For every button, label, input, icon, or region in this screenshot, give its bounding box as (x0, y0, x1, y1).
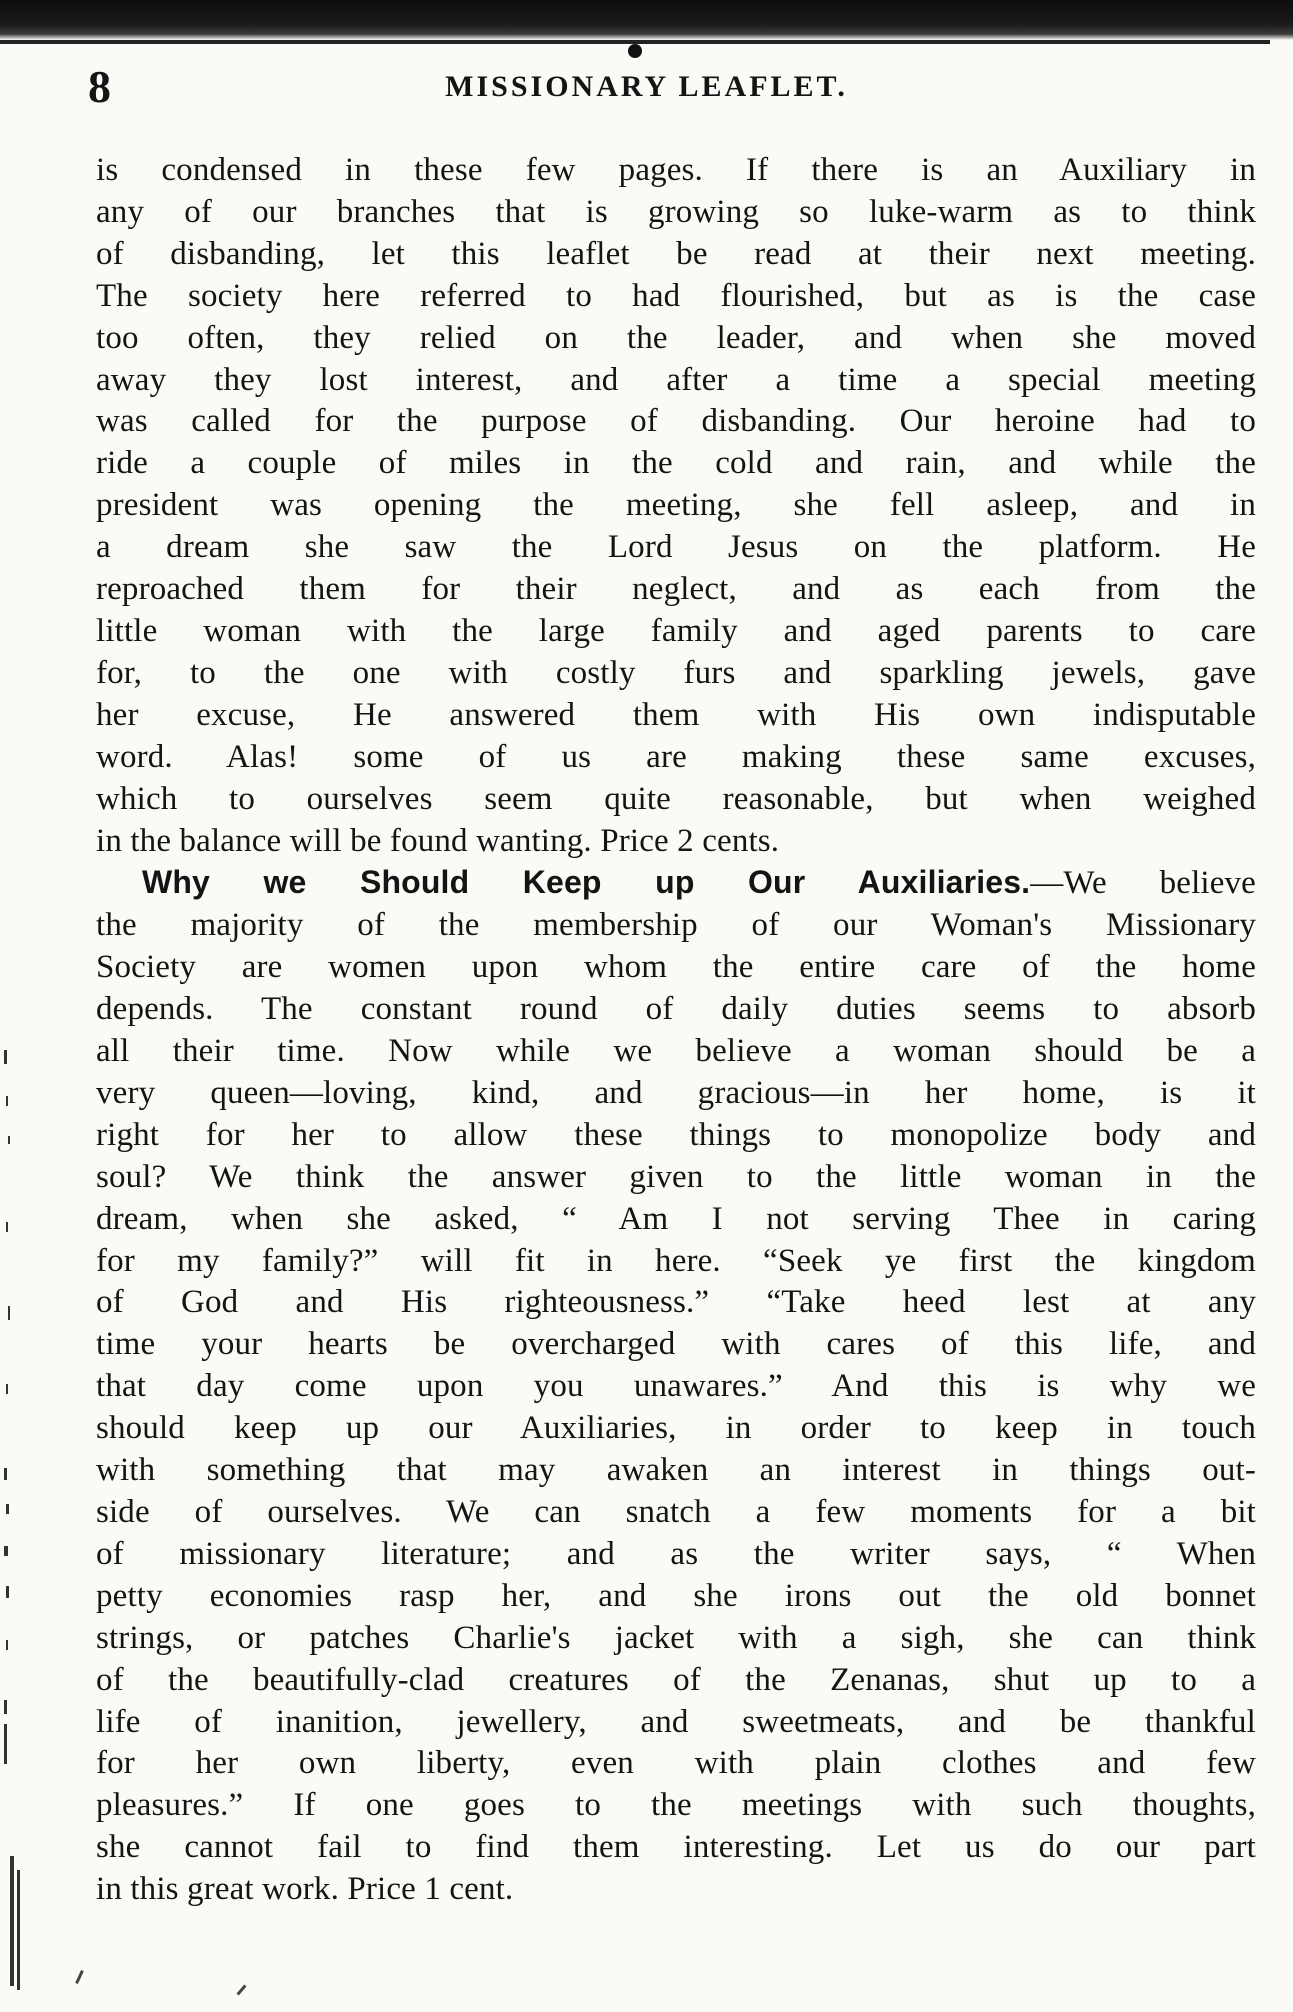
text-line: which to ourselves seem quite reasonable, but when weighed (96, 780, 1256, 817)
scan-top-edge (0, 0, 1293, 40)
text-line: all their time. Now while we believe a woman should be a (96, 1033, 1256, 1070)
text-line: of the beautifully-clad creatures of the Zenanas, shut up to a (96, 1661, 1256, 1698)
text-line: away they lost interest, and after a time a special meeting (96, 361, 1256, 398)
text-line: The society here referred to had flourished, but as is the case (96, 277, 1256, 314)
paragraph-1 (96, 150, 1256, 862)
text-line: Society are women upon whom the entire care of the home (96, 949, 1256, 986)
paragraph-2 (96, 862, 1256, 1911)
text-line: pleasures.” If one goes to the meetings with such thoughts, (96, 1787, 1256, 1824)
running-head: MISSIONARY LEAFLET. (445, 70, 848, 103)
text-line: life of inanition, jewellery, and sweetmeats, and be thankful (96, 1703, 1256, 1740)
text-line: side of ourselves. We can snatch a few moments for a bit (96, 1494, 1256, 1530)
page-number: 8 (88, 61, 111, 112)
text-line: should keep up our Auxiliaries, in order to keep in touch (96, 1410, 1256, 1447)
text-line: with something that may awaken an interest in things out- (96, 1452, 1256, 1489)
text-line: soul? We think the answer given to the little woman in the (96, 1158, 1256, 1195)
text-line: little woman with the large family and aged parents to care (96, 612, 1256, 649)
scan-margin-marks (0, 0, 30, 2012)
text-line: is condensed in these few pages. If there is an Auxiliary in (96, 152, 1256, 188)
text-line: petty economies rasp her, and she irons out the old bonnet (96, 1577, 1256, 1614)
text-line: for my family?” will fit in here. “Seek ye first the kingdom (96, 1242, 1256, 1279)
ornament-dot (628, 44, 642, 58)
text-line: dream, when she asked, “ Am I not serving Thee in caring (96, 1200, 1256, 1237)
text-line: of God and His righteousness.” “Take heed lest at any (96, 1284, 1256, 1321)
text-line: time your hearts be overcharged with cares of this life, and (96, 1326, 1256, 1363)
text-line: her excuse, He answered them with His own indisputable (96, 696, 1256, 733)
heading-line-rest: —We believe (1030, 865, 1256, 902)
text-line: for, to the one with costly furs and sparkling jewels, gave (96, 654, 1256, 691)
text-line: depends. The constant round of daily duties seems to absorb (96, 991, 1256, 1028)
text-line: reproached them for their neglect, and as each from the (96, 571, 1256, 608)
section-heading: Why we Should Keep up Our Auxiliaries. (142, 864, 1031, 901)
text-line: too often, they relied on the leader, and when she moved (96, 319, 1256, 356)
text-line-heading (96, 862, 1256, 905)
text-line: word. Alas! some of us are making these same excuses, (96, 738, 1256, 775)
text-line: that day come upon you unawares.” And this is why we (96, 1368, 1256, 1405)
text-line: for her own liberty, even with plain clothes and few (96, 1745, 1256, 1782)
text-line: ride a couple of miles in the cold and rain, and while the (96, 445, 1256, 482)
text-column (96, 150, 1256, 1911)
text-line: president was opening the meeting, she fell asleep, and in (96, 487, 1256, 524)
text-line: of missionary literature; and as the writer says, “ When (96, 1535, 1256, 1572)
text-line: in this great work. Price 1 cent. (96, 1871, 514, 1908)
text-line: the majority of the membership of our Woman's Missionary (96, 907, 1256, 944)
text-line: right for her to allow these things to monopolize body and (96, 1116, 1256, 1153)
text-line: a dream she saw the Lord Jesus on the platform. He (96, 529, 1256, 566)
text-line: she cannot fail to find them interesting. Let us do our part (96, 1829, 1256, 1866)
text-line: in the balance will be found wanting. Price 2 cents. (96, 822, 780, 859)
text-line: any of our branches that is growing so luke-warm as to think (96, 193, 1256, 230)
text-line: very queen—loving, kind, and gracious—in her home, is it (96, 1074, 1256, 1111)
text-line: was called for the purpose of disbanding. Our heroine had to (96, 403, 1256, 440)
text-line: of disbanding, let this leaflet be read at their next meeting. (96, 235, 1256, 272)
text-line: strings, or patches Charlie's jacket with a sigh, she can think (96, 1619, 1256, 1656)
